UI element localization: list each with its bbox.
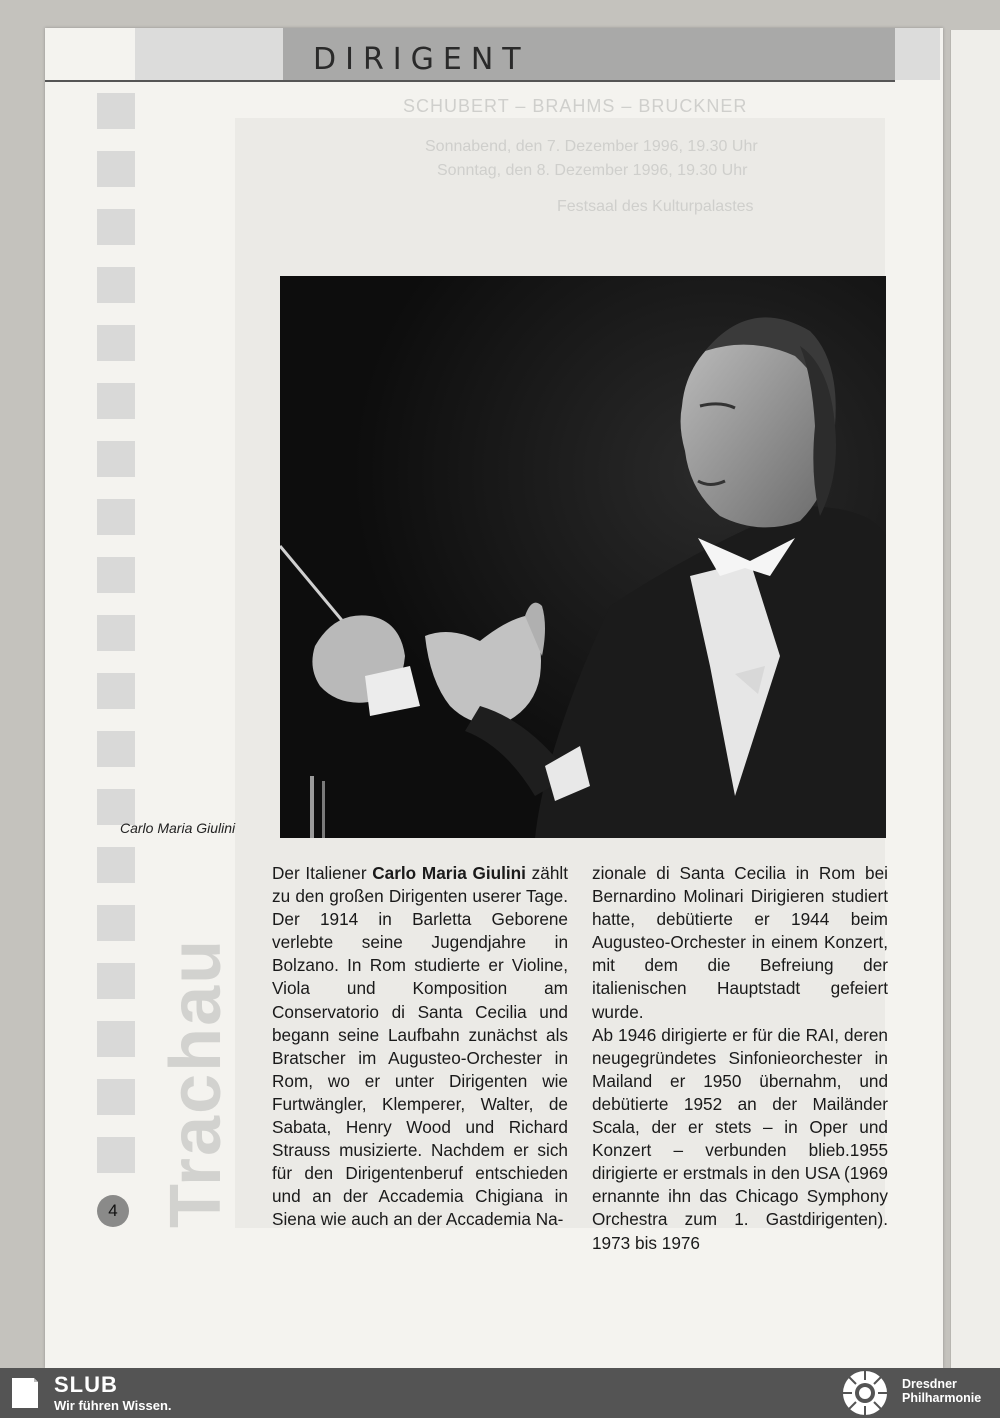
strip-square: [97, 905, 135, 941]
strip-square: [97, 615, 135, 651]
conductor-name: Carlo Maria Giulini: [372, 863, 526, 883]
article-intro: Der Italiener: [272, 863, 373, 883]
article-paragraph-2: zionale di Santa Cecilia in Rom bei Bernardino Molinari Dirigieren studiert hatte, debütierte er 1944 beim Augusteo-Orchester in einem Konzert, mit dem die Befreiung der italienischen Hauptstadt gefeiert wurde.: [592, 863, 888, 1022]
strip-square: [97, 963, 135, 999]
show-through-date-2: Sonntag, den 8. Dezember 1996, 19.30 Uhr: [437, 162, 748, 179]
strip-square: [97, 209, 135, 245]
philharmonie-sunburst-icon: [842, 1370, 888, 1416]
article-column-2: [592, 862, 888, 1255]
strip-square: [97, 1137, 135, 1173]
conductor-photo-illustration: [280, 276, 886, 838]
brochure-page: [45, 28, 943, 1368]
page-number-badge: 4: [97, 1195, 129, 1227]
show-through-venue: Festsaal des Kulturpalastes: [557, 198, 754, 215]
show-through-date-1: Sonnabend, den 7. Dezember 1996, 19.30 Uhr: [425, 138, 758, 155]
photo-caption: Carlo Maria Giulini: [120, 820, 236, 836]
slub-logo-icon: [8, 1376, 42, 1410]
strip-square: [97, 441, 135, 477]
strip-square: [97, 325, 135, 361]
strip-square: [97, 673, 135, 709]
conductor-photo: [280, 276, 886, 838]
strip-square: [97, 93, 135, 129]
strip-square: [97, 1021, 135, 1057]
header-rule: [45, 80, 895, 82]
article-column-1: [272, 862, 568, 1232]
partner-line-2: Philharmonie: [902, 1391, 982, 1405]
article-paragraph-3: Ab 1946 dirigierte er für die RAI, deren neugegründetes Sinfonieorchester in Mailand er 1950 übernahm, und debütierte 1952 an der Mailänder Scala, der er stets – in Oper und Konzert – verbunden blieb.1955 dirigierte er erstmals in den USA (1969 ernannte ihn das Chicago Symphony Orchestra zum 1. Gastdirigenten). 1973 bis 1976: [592, 1024, 888, 1253]
show-through-program: SCHUBERT – BRAHMS – BRUCKNER: [403, 96, 748, 116]
article-text-col1: zählt zu den großen Dirigenten userer Tage. Der 1914 in Barletta Geborene verlebte seine Jugendjahre in Bolzano. In Rom studierte er Violine, Viola und Komposition am Conservatorio di Santa Cecilia und begann seine Laufbahn zunächst als Bratscher im Augusteo-Orchester in Rom, wo er unter Dirigenten wie Furtwängler, Klemperer, Walter, de Sabata, Henry Wood und Richard Strauss musizierte. Nachdem er sich für den Dirigentenberuf entschieden und an der Accademia Chigiana in Siena wie auch an der Accademia Na-: [272, 863, 568, 1230]
library-name: SLUB: [54, 1372, 118, 1397]
article-paragraph-1: [272, 862, 568, 1232]
strip-square: [97, 1079, 135, 1115]
strip-square: [97, 557, 135, 593]
next-page-edge: [950, 30, 1000, 1368]
strip-square: [97, 383, 135, 419]
strip-square: [97, 151, 135, 187]
partner-line-1: Dresdner: [902, 1377, 957, 1391]
footer-bar: [0, 1368, 1000, 1418]
strip-square: [97, 499, 135, 535]
section-title: DIRIGENT: [313, 42, 530, 77]
strip-square: [97, 267, 135, 303]
show-through-vertical-word: Trachau: [156, 937, 236, 1228]
partner-name: [902, 1377, 981, 1405]
strip-square: [97, 731, 135, 767]
decorative-square-strip: [97, 93, 147, 1213]
strip-square: [97, 847, 135, 883]
library-tagline: Wir führen Wissen.: [54, 1398, 172, 1413]
